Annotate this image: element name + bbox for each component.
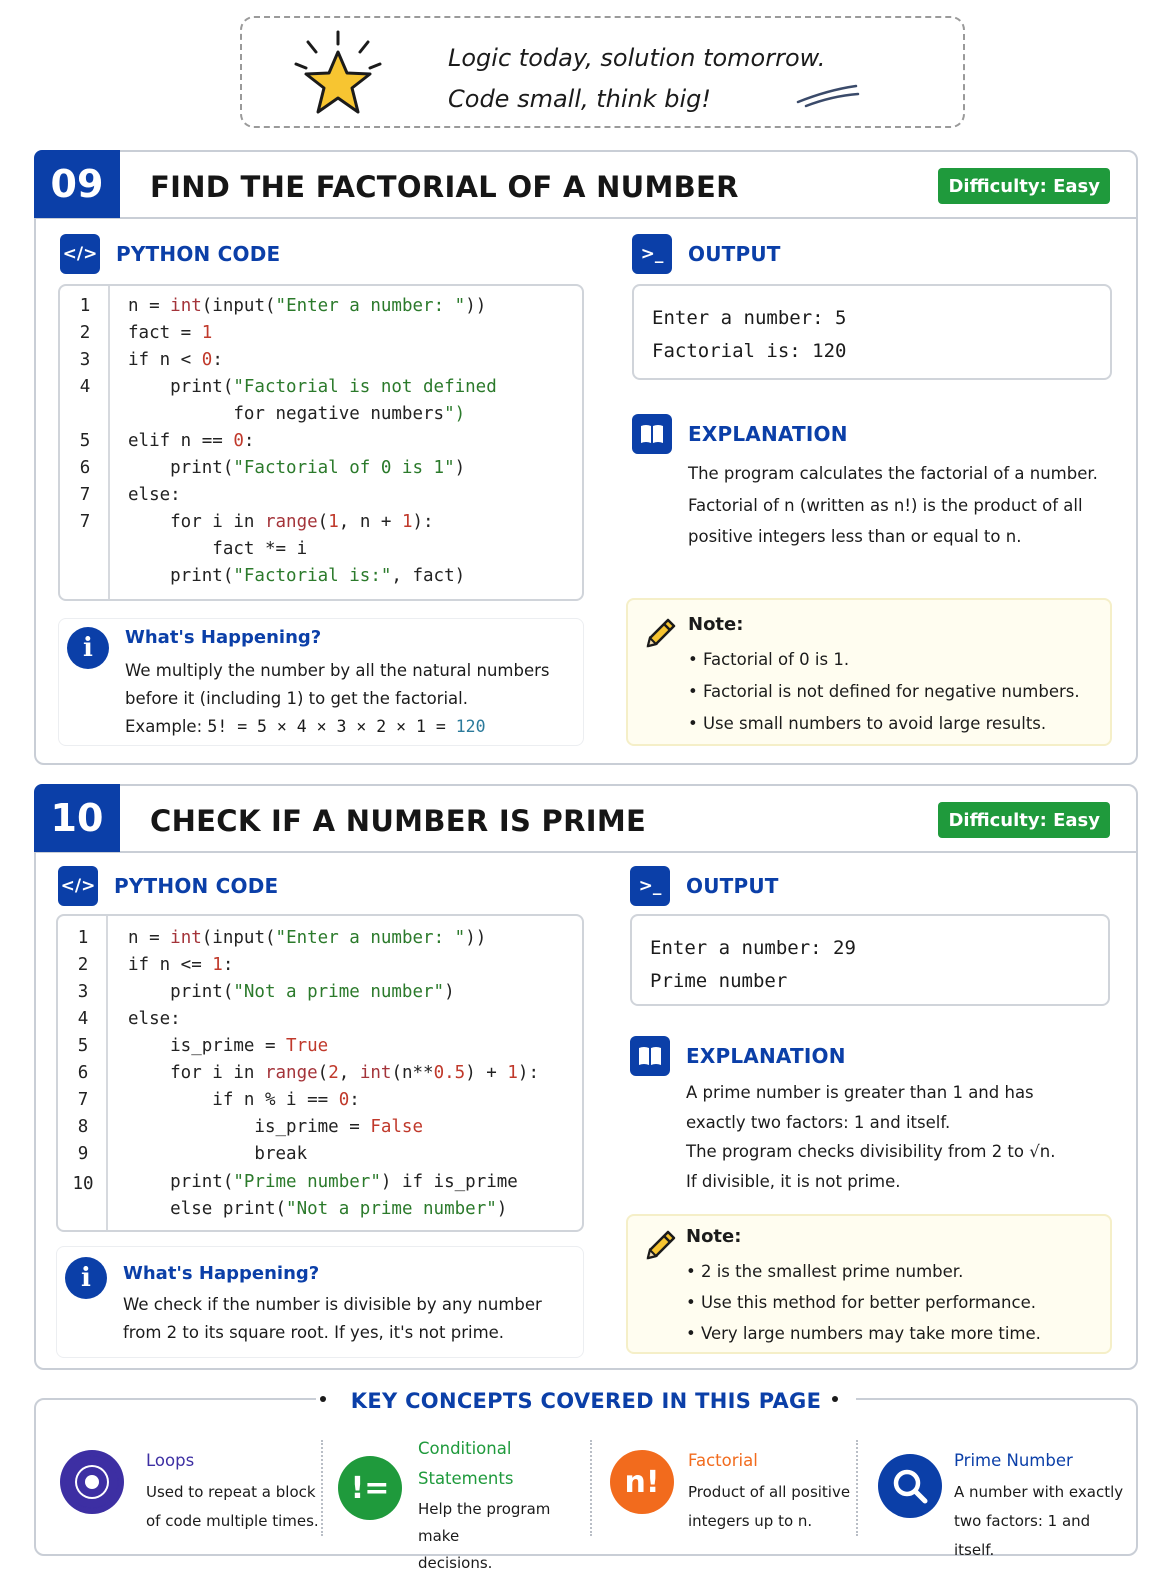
explanation-text: A prime number is greater than 1 and has exactly two factors: 1 and itself. The program checks divisibility from 2 to √n. If divisible, it is not prime.: [686, 1083, 1056, 1191]
code-line: print("Not a prime number"): [128, 982, 455, 1002]
section-number: 09: [34, 150, 120, 218]
note-box: [626, 1214, 1112, 1354]
code-line: for negative numbers"): [128, 404, 466, 424]
line-number: 2: [77, 955, 89, 975]
code-line: fact = 1: [128, 323, 213, 343]
book-icon: [630, 1036, 670, 1076]
code-line: print("Prime number") if is_prime: [128, 1172, 518, 1192]
terminal-icon: >_: [630, 866, 670, 906]
line-number: 2: [79, 323, 91, 343]
code-line: else:: [128, 485, 181, 505]
separator: [856, 1440, 858, 1536]
output-label: >_ OUTPUT: [630, 866, 779, 906]
output-box: [632, 284, 1112, 380]
note-title: Note:: [688, 614, 744, 635]
line-number: 3: [77, 982, 89, 1002]
section-factorial: [34, 150, 1138, 765]
code-line: n = int(input("Enter a number: ")): [128, 296, 487, 316]
explanation-label: EXPLANATION: [632, 414, 848, 454]
pencil-icon: [640, 614, 680, 654]
difficulty-badge: Difficulty: Easy: [938, 802, 1110, 838]
key-concepts-title: KEY CONCEPTS COVERED IN THIS PAGE: [350, 1389, 822, 1413]
code-line: else print("Not a prime number"): [128, 1199, 508, 1219]
concept-name: Factorial: [688, 1451, 758, 1470]
concept-name: Prime Number: [954, 1451, 1073, 1470]
explanation-text: The program calculates the factorial of a number. Factorial of n (written as n!) is the product of all positive integers less than or equal to n.: [688, 464, 1098, 546]
code-line: print("Factorial is not defined: [128, 377, 497, 397]
swoosh-decoration: [794, 78, 864, 108]
note-item: • Very large numbers may take more time.: [686, 1318, 1041, 1349]
python-code-label: </> PYTHON CODE: [60, 234, 280, 274]
line-number: 6: [79, 458, 91, 478]
info-icon: i: [67, 627, 109, 669]
line-number: 9: [77, 1144, 89, 1164]
difficulty-badge: Difficulty: Easy: [938, 168, 1110, 204]
code-line: for i in range(1, n + 1):: [128, 512, 434, 532]
code-line: is_prime = False: [128, 1117, 424, 1137]
line-number: 10: [72, 1174, 94, 1194]
concept-desc: Product of all positive integers up to n.: [688, 1483, 851, 1530]
whats-happening-line: before it (including 1) to get the factorial.: [125, 689, 468, 708]
code-block: [58, 284, 584, 601]
line-number: 1: [79, 296, 91, 316]
concept-desc: A number with exactly two factors: 1 and itself.: [954, 1483, 1124, 1559]
title-dot-left: [320, 1396, 326, 1402]
key-concepts-panel: [34, 1389, 1138, 1572]
output-box: [630, 914, 1110, 1006]
code-icon: </>: [58, 866, 98, 906]
section-number: 10: [34, 784, 120, 852]
terminal-icon: >_: [632, 234, 672, 274]
line-number: 5: [77, 1036, 89, 1056]
gear-icon: [60, 1450, 124, 1514]
whats-happening-box: [58, 618, 584, 746]
output-line: Enter a number: 29: [650, 937, 856, 959]
line-number: 4: [79, 377, 91, 397]
note-item: • Use this method for better performance.: [686, 1287, 1041, 1318]
section-prime: [34, 784, 1138, 1370]
output-line: Factorial is: 120: [652, 340, 847, 362]
star-icon: [290, 28, 386, 120]
python-code-label: </> PYTHON CODE: [58, 866, 278, 906]
concept-prime: [878, 1428, 1134, 1559]
line-number: 7: [79, 512, 91, 532]
code-line: else:: [128, 1009, 181, 1029]
whats-happening-title: What's Happening?: [123, 1263, 320, 1284]
code-line: if n % i == 0:: [128, 1090, 360, 1110]
line-number: 6: [77, 1063, 89, 1083]
line-number: 4: [77, 1009, 89, 1029]
note-list: [686, 1256, 1041, 1349]
note-title: Note:: [686, 1226, 742, 1247]
section-header: [36, 152, 1136, 219]
concept-conditional: [338, 1428, 588, 1572]
concept-factorial: [608, 1428, 856, 1548]
output-label: >_ OUTPUT: [632, 234, 781, 274]
note-item: • Use small numbers to avoid large results.: [688, 708, 1080, 740]
section-header: [36, 786, 1136, 853]
whats-happening-line: We check if the number is divisible by any number: [123, 1295, 542, 1314]
code-line: print("Factorial of 0 is 1"): [128, 458, 466, 478]
whats-happening-line: We multiply the number by all the natural numbers: [125, 661, 550, 680]
output-line: Enter a number: 5: [652, 307, 847, 329]
note-item: • 2 is the smallest prime number.: [686, 1256, 1041, 1287]
line-number: 7: [79, 485, 91, 505]
book-icon: [632, 414, 672, 454]
code-line: is_prime = True: [128, 1036, 329, 1056]
note-list: [688, 644, 1080, 740]
concept-desc: Help the program make decisions.: [418, 1500, 551, 1572]
section-title: FIND THE FACTORIAL OF A NUMBER: [150, 170, 739, 204]
note-item: • Factorial of 0 is 1.: [688, 644, 1080, 676]
code-line: elif n == 0:: [128, 431, 255, 451]
quote-banner: [240, 16, 965, 128]
quote-line-2: Code small, think big!: [448, 85, 712, 113]
line-number: 5: [79, 431, 91, 451]
line-number: 1: [77, 928, 89, 948]
code-line: if n < 0:: [128, 350, 223, 370]
code-block: [56, 914, 584, 1232]
concept-name: Loops: [146, 1451, 195, 1470]
line-number: 8: [77, 1117, 89, 1137]
whats-happening-line: from 2 to its square root. If yes, it's not prime.: [123, 1323, 505, 1342]
factorial-icon: n!: [610, 1450, 674, 1514]
output-line: Prime number: [650, 970, 788, 992]
whats-happening-title: What's Happening?: [125, 627, 322, 648]
explanation-label: EXPLANATION: [630, 1036, 846, 1076]
concept-loops: [58, 1428, 326, 1548]
code-line: for i in range(2, int(n**0.5) + 1):: [128, 1063, 539, 1083]
whats-happening-box: [56, 1246, 584, 1358]
quote-line-1: Logic today, solution tomorrow.: [448, 44, 826, 72]
note-box: [626, 598, 1112, 746]
code-line: n = int(input("Enter a number: ")): [128, 928, 487, 948]
whats-happening-example: Example: 5! = 5 × 4 × 3 × 2 × 1 = 120: [125, 717, 486, 736]
code-line: fact *= i: [128, 539, 308, 559]
separator: [321, 1440, 323, 1536]
concept-name: Conditional Statements: [418, 1439, 514, 1488]
title-dot-right: [832, 1396, 838, 1402]
note-item: • Factorial is not defined for negative numbers.: [688, 676, 1080, 708]
concept-desc: Used to repeat a block of code multiple times.: [146, 1483, 319, 1530]
code-line: break: [128, 1144, 308, 1164]
line-number: 7: [77, 1090, 89, 1110]
code-line: print("Factorial is:", fact): [128, 566, 466, 586]
pencil-icon: [640, 1226, 680, 1266]
code-line: if n <= 1:: [128, 955, 234, 975]
separator: [590, 1440, 592, 1536]
section-title: CHECK IF A NUMBER IS PRIME: [150, 804, 647, 838]
code-icon: </>: [60, 234, 100, 274]
not-equal-icon: !=: [338, 1456, 402, 1520]
info-icon: i: [65, 1257, 107, 1299]
line-number: 3: [79, 350, 91, 370]
search-icon: [878, 1454, 942, 1518]
